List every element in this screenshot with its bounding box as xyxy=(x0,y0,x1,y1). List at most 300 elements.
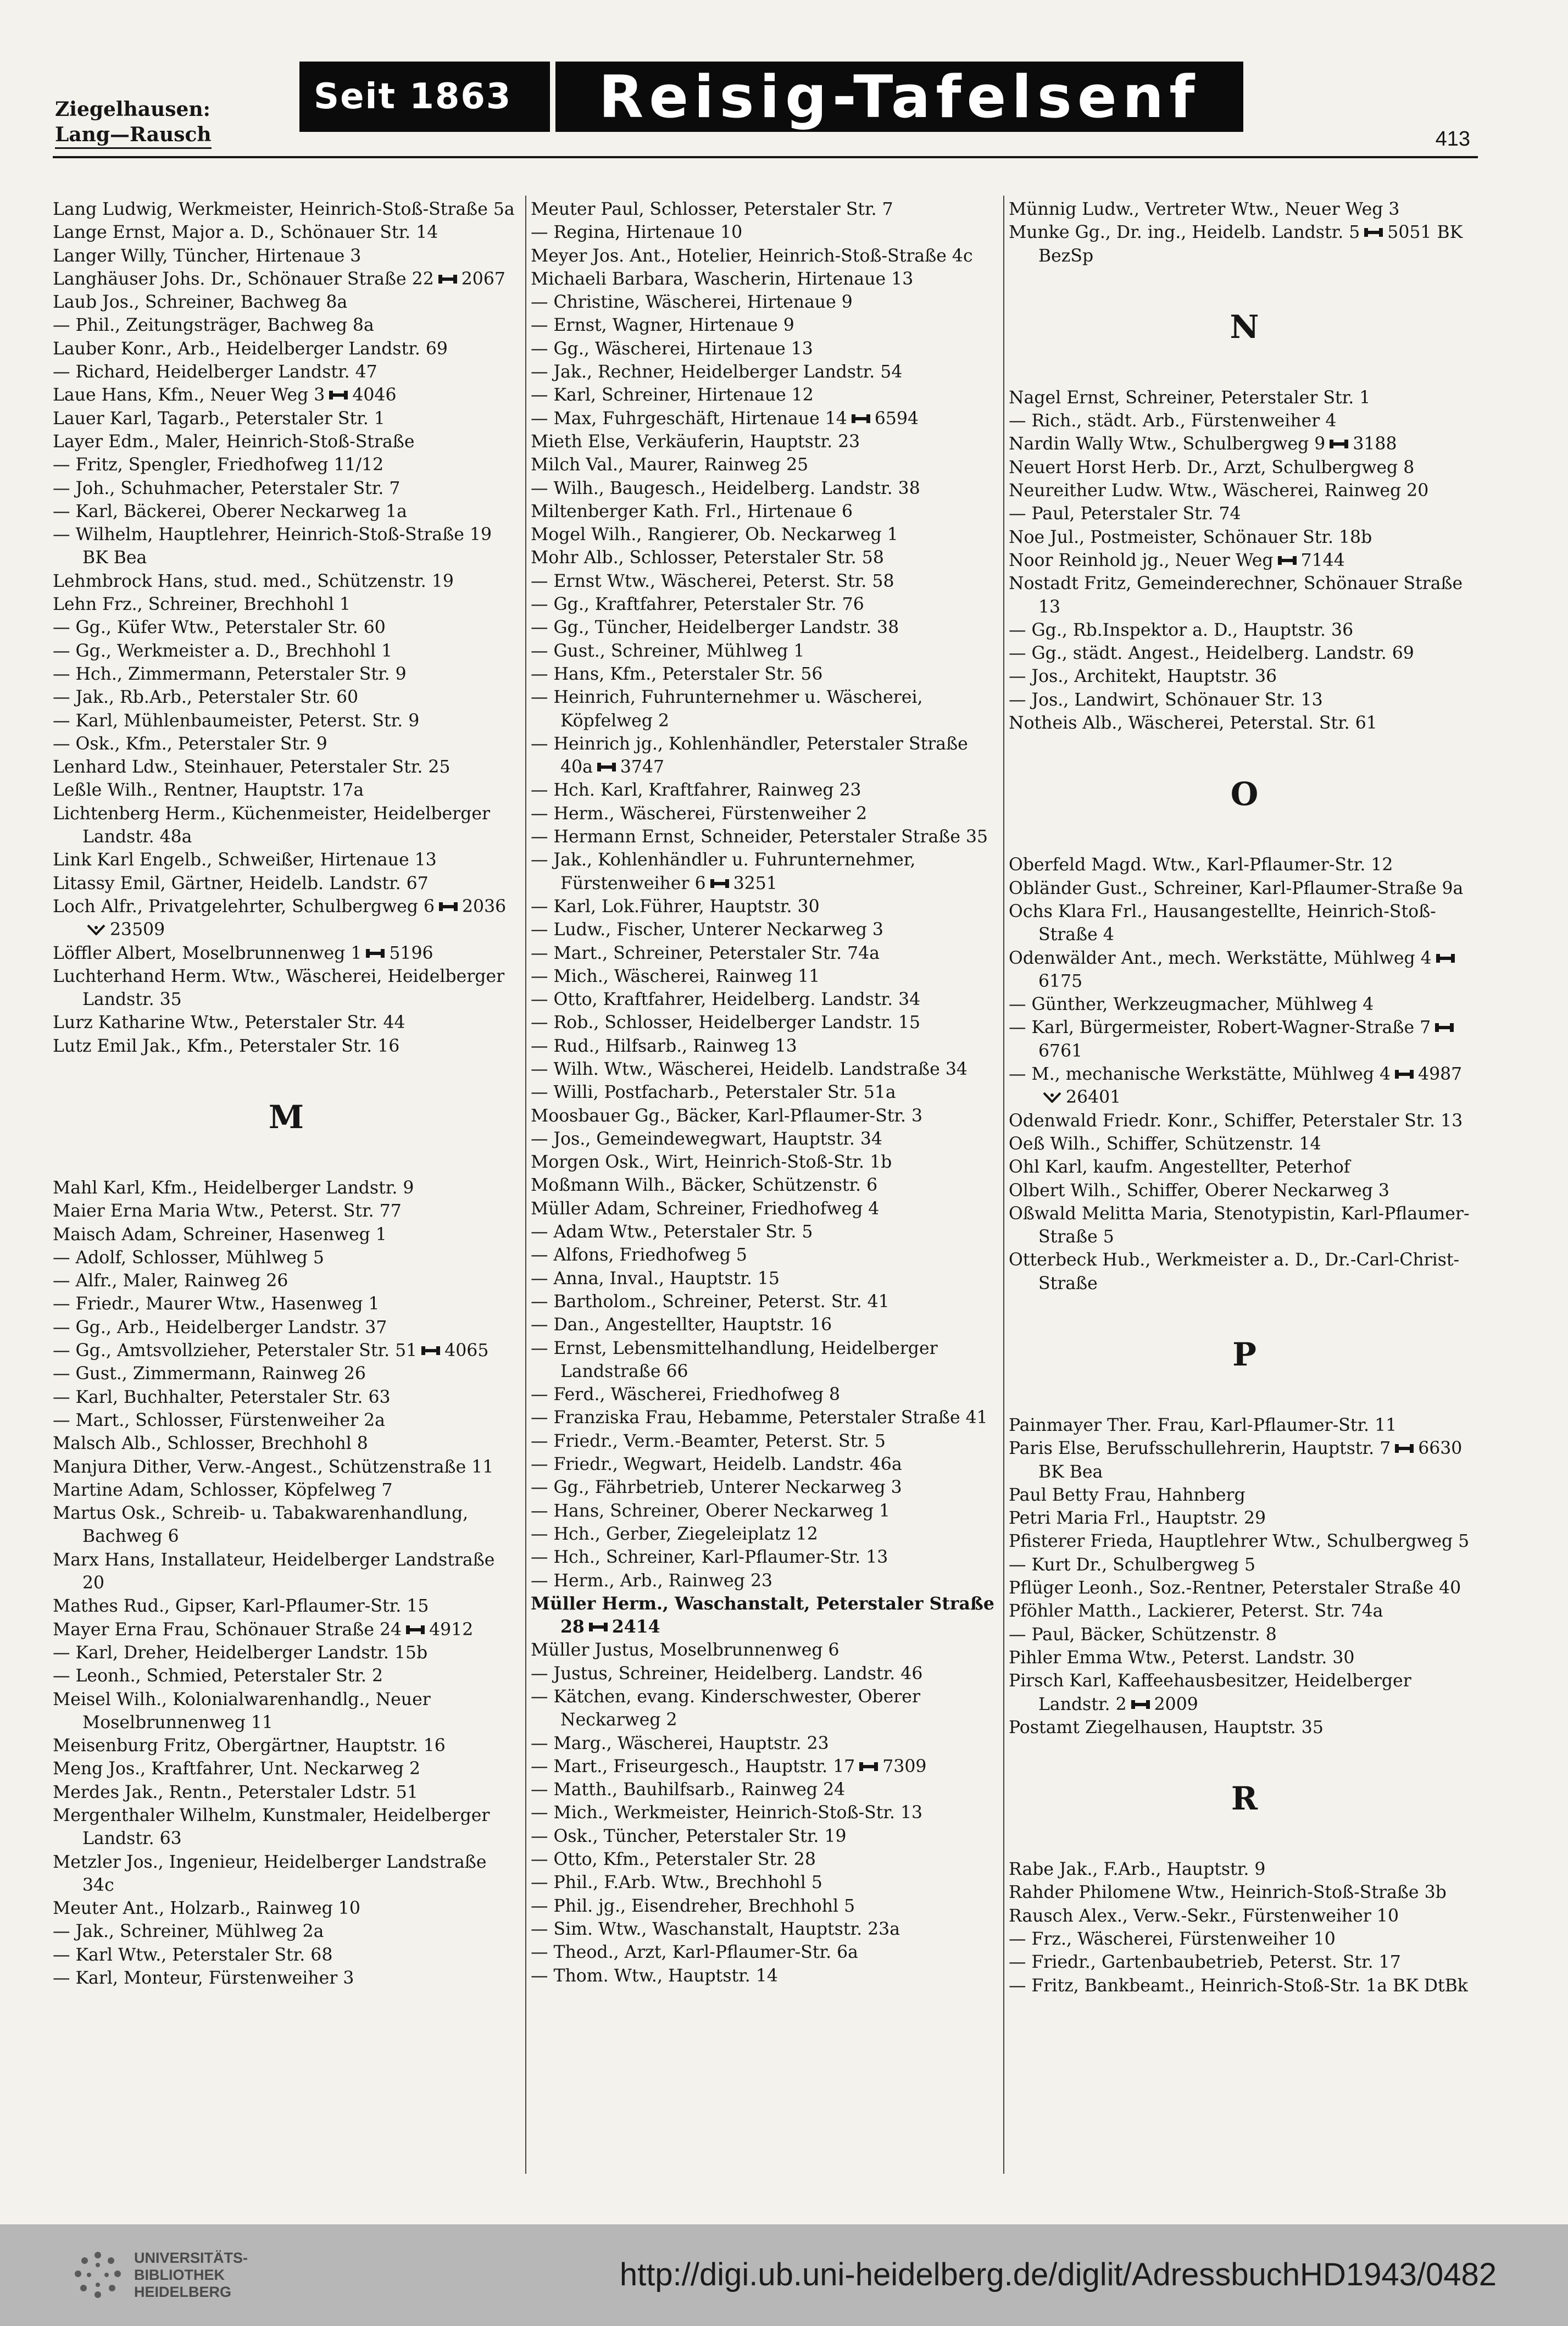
entry-text: Rausch Alex., Verw.-Sekr., Fürstenweiher 10 xyxy=(1009,1906,1399,1926)
entry-text: — Gg., Kraftfahrer, Peterstaler Str. 76 xyxy=(531,595,864,615)
entry-text: Ohl Karl, kaufm. Angestellter, Peterhof xyxy=(1009,1157,1350,1178)
directory-entry xyxy=(1009,1623,1480,1646)
entry-text: Munke Gg., Dr. ing., Heidelb. Landstr. 5 xyxy=(1009,223,1360,243)
entry-text: — Frz., Wäscherei, Fürstenweiher 10 xyxy=(1009,1929,1336,1950)
entry-text: — Friedr., Maurer Wtw., Hasenweg 1 xyxy=(53,1294,380,1314)
directory-entry xyxy=(531,500,998,523)
directory-entry xyxy=(531,1267,998,1290)
entry-text: Meuter Ant., Holzarb., Rainweg 10 xyxy=(53,1898,360,1919)
entry-text: Mergenthaler Wilhelm, Kunstmaler, Heidelberger Landstr. 63 xyxy=(53,1806,490,1849)
phone-number: 2067 xyxy=(461,269,505,289)
entry-text: — Rud., Hilfsarb., Rainweg 13 xyxy=(531,1036,797,1056)
entry-text: — Anna, Inval., Hauptstr. 15 xyxy=(531,1268,780,1289)
directory-entry xyxy=(1009,1414,1480,1437)
entry-text: — Fritz, Spengler, Friedhofweg 11/12 xyxy=(53,455,384,475)
directory-entry xyxy=(531,1964,998,1988)
entry-text: Odenwälder Ant., mech. Werkstätte, Mühlweg 4 xyxy=(1009,948,1432,968)
directory-entry xyxy=(531,965,998,988)
directory-entry xyxy=(531,1197,998,1220)
telephone-icon xyxy=(1395,1437,1414,1460)
entry-text: — Karl, Mühlenbaumeister, Peterst. Str. 9 xyxy=(53,710,420,731)
directory-entry xyxy=(1009,1951,1480,1974)
directory-entry xyxy=(531,523,998,546)
entry-text: — Matth., Bauhilfsarb., Rainweg 24 xyxy=(531,1780,846,1800)
directory-entry xyxy=(531,245,998,268)
directory-entry xyxy=(531,1337,998,1384)
entry-text: Pirsch Karl, Kaffeehausbesitzer, Heidelberger Landstr. 2 xyxy=(1009,1671,1411,1714)
entry-text: — Sim. Wtw., Waschanstalt, Hauptstr. 23a xyxy=(531,1919,900,1939)
directory-entry xyxy=(53,1316,520,1339)
directory-entry xyxy=(1009,1437,1480,1484)
telephone-icon xyxy=(439,895,458,918)
telephone-icon xyxy=(597,756,616,779)
entry-text: — Justus, Schreiner, Heidelberg. Landstr. 46 xyxy=(531,1663,923,1684)
directory-entry xyxy=(1009,993,1480,1016)
phone-number: 7309 xyxy=(882,1756,927,1777)
directory-entry xyxy=(53,477,520,500)
entry-text: — Mart., Friseurgesch., Hauptstr. 17 xyxy=(531,1756,855,1777)
page-number: 413 xyxy=(1435,127,1470,151)
directory-entry xyxy=(531,1500,998,1523)
entry-text: Notheis Alb., Wäscherei, Peterstal. Str. 61 xyxy=(1009,713,1377,734)
bank-account-note: BK DtBk xyxy=(1393,1975,1468,1996)
entry-text: Langhäuser Johs. Dr., Schönauer Straße 22 xyxy=(53,269,434,289)
entry-text: Laue Hans, Kfm., Neuer Weg 3 xyxy=(53,385,325,406)
directory-entry xyxy=(531,663,998,686)
directory-entry xyxy=(531,1104,998,1128)
entry-text: Lang Ludwig, Werkmeister, Heinrich-Stoß-Straße 5a xyxy=(53,199,515,219)
directory-entry xyxy=(53,848,520,871)
entry-text: Lutz Emil Jak., Kfm., Peterstaler Str. 16 xyxy=(53,1036,400,1056)
entry-text: — Otto, Kfm., Peterstaler Str. 28 xyxy=(531,1850,816,1870)
entry-text: Neureither Ludw. Wtw., Wäscherei, Rainweg 20 xyxy=(1009,481,1429,501)
entry-text: Obländer Gust., Schreiner, Karl-Pflaumer-Straße 9a xyxy=(1009,878,1464,898)
directory-entry xyxy=(53,360,520,384)
directory-entry xyxy=(531,1871,998,1894)
entry-text: — Karl, Dreher, Heidelberger Landstr. 15b xyxy=(53,1642,428,1663)
entry-text: — Dan., Angestellter, Hauptstr. 16 xyxy=(531,1315,832,1335)
directory-entry xyxy=(531,1430,998,1453)
phone-number: 6630 xyxy=(1418,1439,1463,1459)
directory-entry xyxy=(531,570,998,593)
entry-text: Ochs Klara Frl., Hausangestellte, Heinrich-Stoß-Straße 4 xyxy=(1009,901,1436,945)
directory-entry xyxy=(531,616,998,639)
entry-text: Nagel Ernst, Schreiner, Peterstaler Str. 1 xyxy=(1009,387,1371,408)
entry-text: Moßmann Wilh., Bäcker, Schützenstr. 6 xyxy=(531,1175,878,1196)
phone-number: 2414 xyxy=(611,1617,660,1637)
directory-entry xyxy=(531,1685,998,1732)
directory-entry xyxy=(531,1569,998,1592)
entry-text: — Ernst Wtw., Wäscherei, Peterst. Str. 58 xyxy=(531,571,894,591)
directory-entry xyxy=(1009,1484,1480,1507)
entries-column-2 xyxy=(531,198,998,1988)
entry-text: Löffler Albert, Moselbrunnenweg 1 xyxy=(53,943,362,963)
entry-text: Mohr Alb., Schlosser, Peterstaler Str. 58 xyxy=(531,548,884,568)
directory-entry xyxy=(531,1244,998,1267)
entry-text: Merdes Jak., Rentn., Peterstaler Ldstr. 51 xyxy=(53,1782,418,1802)
entry-text: — Wilh. Wtw., Wäscherei, Heidelb. Landstraße 34 xyxy=(531,1059,968,1079)
entry-text: — Karl, Lok.Führer, Hauptstr. 30 xyxy=(531,896,820,917)
telephone-icon xyxy=(1131,1693,1150,1716)
column-divider xyxy=(525,196,526,2174)
entry-text: Morgen Osk., Wirt, Heinrich-Stoß-Str. 1b xyxy=(531,1152,892,1173)
running-head-range: Lang—Rausch xyxy=(55,122,212,149)
directory-entry xyxy=(1009,1905,1480,1928)
telephone-icon xyxy=(1330,432,1348,456)
directory-entry xyxy=(53,1967,520,1990)
entry-text: — Max, Fuhrgeschäft, Hirtenaue 14 xyxy=(531,408,847,429)
entry-text: — Karl, Schreiner, Hirtenaue 12 xyxy=(531,385,814,406)
entry-text: — Osk., Tüncher, Peterstaler Str. 19 xyxy=(531,1826,847,1846)
entry-text: — Karl, Monteur, Fürstenweiher 3 xyxy=(53,1968,354,1989)
directory-entry xyxy=(53,779,520,802)
telephone-icon xyxy=(589,1616,608,1639)
entry-text: — Heinrich, Fuhrunternehmer u. Wäscherei, Köpfelweg 2 xyxy=(531,687,923,731)
directory-entry xyxy=(53,1011,520,1034)
directory-entry xyxy=(1009,1553,1480,1576)
entry-text: Mogel Wilh., Rangierer, Ob. Neckarweg 1 xyxy=(531,525,898,545)
entry-text: Layer Edm., Maler, Heinrich-Stoß-Straße xyxy=(53,431,415,452)
telephone-icon xyxy=(710,872,729,895)
entry-text: Maisch Adam, Schreiner, Hasenweg 1 xyxy=(53,1224,387,1245)
directory-entry xyxy=(1009,619,1480,642)
phone-number: 4065 xyxy=(444,1341,489,1361)
entry-text: Miltenberger Kath. Frl., Hirtenaue 6 xyxy=(531,501,853,521)
directory-entry xyxy=(531,1662,998,1685)
telephone-icon xyxy=(421,1339,440,1362)
entry-text: Milch Val., Maurer, Rainweg 25 xyxy=(531,455,809,475)
entry-text: Lichtenberg Herm., Küchenmeister, Heidelberger Landstr. 48a xyxy=(53,803,491,847)
entry-text: Meisel Wilh., Kolonialwarenhandlg., Neuer Moselbrunnenweg 11 xyxy=(53,1689,431,1733)
entry-text: Meyer Jos. Ant., Hotelier, Heinrich-Stoß-Straße 4c xyxy=(531,246,973,266)
directory-entry xyxy=(531,268,998,291)
entry-text: — Paul, Peterstaler Str. 74 xyxy=(1009,504,1241,524)
entry-text: Noor Reinhold jg., Neuer Weg xyxy=(1009,550,1274,570)
entry-text: Meisenburg Fritz, Obergärtner, Hauptstr. 16 xyxy=(53,1736,446,1756)
entry-text: — Joh., Schuhmacher, Peterstaler Str. 7 xyxy=(53,478,401,498)
directory-entry xyxy=(53,314,520,337)
entry-text: — M., mechanische Werkstätte, Mühlweg 4 xyxy=(1009,1064,1391,1085)
entry-text: Metzler Jos., Ingenieur, Heidelberger Landstraße 34c xyxy=(53,1852,487,1895)
directory-entry xyxy=(531,1151,998,1174)
directory-entry xyxy=(1009,479,1480,502)
directory-entry xyxy=(1009,198,1480,221)
directory-entry xyxy=(531,1523,998,1546)
entry-text: Paul Betty Frau, Hahnberg xyxy=(1009,1485,1245,1505)
phone-number: 4987 xyxy=(1418,1064,1463,1085)
entry-text: — Hans, Kfm., Peterstaler Str. 56 xyxy=(531,664,823,684)
directory-entry xyxy=(531,988,998,1011)
entry-text: Langer Willy, Tüncher, Hirtenaue 3 xyxy=(53,246,362,266)
telephone-icon xyxy=(1436,947,1455,970)
entry-text: Neuert Horst Herb. Dr., Arzt, Schulbergweg 8 xyxy=(1009,457,1415,478)
directory-entry xyxy=(53,802,520,849)
directory-entry xyxy=(53,1432,520,1455)
phone-number: 2036 xyxy=(462,896,507,917)
directory-entry xyxy=(53,1200,520,1223)
directory-entry xyxy=(531,1174,998,1197)
directory-entry xyxy=(53,1664,520,1687)
entry-text: — Gg., Wäscherei, Hirtenaue 13 xyxy=(531,338,813,359)
directory-entry xyxy=(531,1453,998,1476)
directory-entry xyxy=(531,1058,998,1081)
directory-entry xyxy=(53,337,520,360)
entry-text: — Gg., Tüncher, Heidelberger Landstr. 38 xyxy=(531,618,899,638)
entry-text: Münnig Ludw., Vertreter Wtw., Neuer Weg 3 xyxy=(1009,199,1400,219)
entry-text: Müller Herm., Waschanstalt, Peterstaler Straße 28 xyxy=(531,1593,994,1637)
entry-text: — Richard, Heidelberger Landstr. 47 xyxy=(53,362,377,382)
entry-text: Lehmbrock Hans, stud. med., Schützenstr. 19 xyxy=(53,571,454,591)
entry-text: Laub Jos., Schreiner, Bachweg 8a xyxy=(53,292,348,313)
directory-entry xyxy=(53,1479,520,1502)
entry-text: — Ludw., Fischer, Unterer Neckarweg 3 xyxy=(531,920,883,940)
directory-entry xyxy=(53,1757,520,1780)
header-rule xyxy=(53,156,1478,158)
directory-entry xyxy=(53,500,520,523)
entry-text: — Gg., Fährbetrieb, Unterer Neckarweg 3 xyxy=(531,1478,902,1498)
entry-text: Painmayer Ther. Frau, Karl-Pflaumer-Str. 11 xyxy=(1009,1415,1397,1435)
directory-entry xyxy=(53,1339,520,1362)
entry-text: Martine Adam, Schlosser, Köpfelweg 7 xyxy=(53,1480,393,1500)
entry-text: — Gg., Arb., Heidelberger Landstr. 37 xyxy=(53,1317,387,1337)
directory-entry xyxy=(1009,1109,1480,1133)
telegraph-number: 26401 xyxy=(1066,1087,1121,1108)
entry-text: Pföhler Matth., Lackierer, Peterst. Str. 74a xyxy=(1009,1601,1383,1622)
entry-text: — Ferd., Wäscherei, Friedhofweg 8 xyxy=(531,1385,841,1405)
entry-text: Lurz Katharine Wtw., Peterstaler Str. 44 xyxy=(53,1013,405,1033)
directory-entry xyxy=(531,1848,998,1871)
entry-text: — Leonh., Schmied, Peterstaler Str. 2 xyxy=(53,1666,383,1686)
directory-entry xyxy=(531,1081,998,1104)
directory-entry xyxy=(53,1641,520,1664)
entry-text: — Heinrich jg., Kohlenhändler, Peterstaler Straße 40a xyxy=(531,734,968,778)
directory-entry xyxy=(53,1897,520,1920)
directory-entry xyxy=(1009,1202,1480,1249)
telephone-icon xyxy=(1278,549,1297,572)
ad-since-label: Seit 1863 xyxy=(314,76,512,117)
directory-entry xyxy=(1009,1248,1480,1295)
telephone-icon xyxy=(859,1755,878,1778)
entry-text: — Hch. Karl, Kraftfahrer, Rainweg 23 xyxy=(531,780,861,801)
directory-entry xyxy=(53,686,520,709)
directory-entry xyxy=(53,430,520,453)
entry-text: Müller Adam, Schreiner, Friedhofweg 4 xyxy=(531,1198,880,1219)
directory-entry xyxy=(53,453,520,476)
phone-number: 5196 xyxy=(389,943,433,963)
entry-text: — Marg., Wäscherei, Hauptstr. 23 xyxy=(531,1733,829,1753)
directory-entry xyxy=(53,523,520,570)
entry-text: Lange Ernst, Major a. D., Schönauer Str. 14 xyxy=(53,223,438,243)
entry-text: — Adam Wtw., Peterstaler Str. 5 xyxy=(531,1222,813,1242)
directory-entry xyxy=(53,732,520,756)
entry-text: Moosbauer Gg., Bäcker, Karl-Pflaumer-Str. 3 xyxy=(531,1106,923,1126)
directory-entry xyxy=(531,1383,998,1406)
entry-text: Postamt Ziegelhausen, Hauptstr. 35 xyxy=(1009,1717,1324,1737)
directory-entry xyxy=(531,1895,998,1918)
section-letter-heading: O xyxy=(1230,775,1259,813)
entry-text: — Friedr., Gartenbaubetrieb, Peterst. Str. 17 xyxy=(1009,1952,1401,1973)
entry-text: — Mart., Schlosser, Fürstenweiher 2a xyxy=(53,1410,385,1430)
directory-entry xyxy=(531,779,998,802)
entry-text: Olbert Wilh., Schiffer, Oberer Neckarweg 3 xyxy=(1009,1180,1389,1201)
directory-entry xyxy=(531,1801,998,1824)
directory-entry xyxy=(53,221,520,244)
entry-text: Martus Osk., Schreib- u. Tabakwarenhandlung, Bachweg 6 xyxy=(53,1503,469,1547)
entry-text: Lauber Konr., Arb., Heidelberger Landstr. 69 xyxy=(53,338,448,359)
directory-entry xyxy=(53,942,520,965)
entry-text: Nostadt Fritz, Gemeinderechner, Schönauer Straße 13 xyxy=(1009,574,1463,617)
directory-entry xyxy=(531,732,998,779)
directory-entry xyxy=(53,384,520,407)
entry-text: — Paul, Bäcker, Schützenstr. 8 xyxy=(1009,1624,1277,1645)
entry-text: — Hermann Ernst, Schneider, Peterstaler Straße 35 xyxy=(531,827,988,847)
source-url-link[interactable]: http://digi.ub.uni-heidelberg.de/diglit/AdressbuchHD1943/0482 xyxy=(619,2257,1497,2292)
directory-entry xyxy=(531,942,998,965)
entry-text: Pihler Emma Wtw., Peterst. Landstr. 30 xyxy=(1009,1647,1355,1668)
entry-text: — Fritz, Bankbeamt., Heinrich-Stoß-Str. 1a xyxy=(1009,1975,1387,1996)
telegraph-icon xyxy=(87,918,105,941)
directory-entry xyxy=(531,1732,998,1755)
entry-text: Meuter Paul, Schlosser, Peterstaler Str. 7 xyxy=(531,199,893,219)
entry-text: — Gust., Zimmermann, Rainweg 26 xyxy=(53,1364,366,1384)
entry-text: Marx Hans, Installateur, Heidelberger Landstraße 20 xyxy=(53,1550,495,1594)
entries-column-1 xyxy=(53,198,520,1990)
entry-text: — Hch., Gerber, Ziegeleiplatz 12 xyxy=(531,1524,818,1544)
directory-entry xyxy=(531,477,998,500)
bank-account-note: BK BezSp xyxy=(1038,223,1463,266)
entry-text: Michaeli Barbara, Wascherin, Hirtenaue 13 xyxy=(531,269,914,289)
entry-text: — Mich., Werkmeister, Heinrich-Stoß-Str. 13 xyxy=(531,1803,923,1823)
directory-entry xyxy=(531,686,998,732)
directory-entry xyxy=(1009,456,1480,479)
directory-entry xyxy=(53,1944,520,1967)
directory-entry xyxy=(1009,712,1480,735)
directory-entry xyxy=(53,1292,520,1315)
directory-entry xyxy=(53,570,520,593)
directory-entry xyxy=(531,895,998,918)
entry-text: — Jos., Gemeindewegwart, Hauptstr. 34 xyxy=(531,1129,882,1149)
telephone-icon xyxy=(1395,1063,1414,1086)
entry-text: — Thom. Wtw., Hauptstr. 14 xyxy=(531,1966,778,1986)
entry-text: — Regina, Hirtenaue 10 xyxy=(531,223,743,243)
entry-text: Lauer Karl, Tagarb., Peterstaler Str. 1 xyxy=(53,408,385,429)
directory-entry xyxy=(53,709,520,732)
directory-entry xyxy=(531,593,998,616)
entry-text: — Christine, Wäscherei, Hirtenaue 9 xyxy=(531,292,853,313)
entry-text: Litassy Emil, Gärtner, Heidelb. Landstr. 67 xyxy=(53,873,429,893)
entry-text: Lehn Frz., Schreiner, Brechhohl 1 xyxy=(53,595,351,615)
directory-entry xyxy=(1009,1881,1480,1904)
entry-text: Manjura Dither, Verw.-Angest., Schützenstraße 11 xyxy=(53,1457,494,1477)
directory-entry xyxy=(531,337,998,360)
entry-text: — Phil., Zeitungsträger, Bachweg 8a xyxy=(53,315,374,336)
university-library-name xyxy=(134,2250,248,2301)
section-letter-heading: P xyxy=(1232,1335,1256,1373)
telephone-icon xyxy=(438,268,457,291)
directory-entry xyxy=(53,872,520,895)
directory-entry xyxy=(53,616,520,639)
directory-entry xyxy=(53,1688,520,1735)
directory-entry xyxy=(1009,1016,1480,1063)
entry-text: — Wilh., Baugesch., Heidelberg. Landstr. 38 xyxy=(531,478,920,498)
entry-text: Mahl Karl, Kfm., Heidelberger Landstr. 9 xyxy=(53,1178,414,1198)
phone-number: 3251 xyxy=(733,873,777,893)
directory-entry xyxy=(1009,1974,1480,1997)
directory-entry xyxy=(1009,1576,1480,1600)
phone-number: 6175 xyxy=(1038,971,1083,991)
directory-entry xyxy=(53,407,520,430)
telegraph-number: 23509 xyxy=(110,920,165,940)
telegraph-icon xyxy=(1043,1086,1061,1109)
directory-entry xyxy=(531,291,998,314)
entry-text: Oeß Wilh., Schiffer, Schützenstr. 14 xyxy=(1009,1134,1321,1154)
directory-entry xyxy=(1009,1530,1480,1553)
directory-entry xyxy=(53,1618,520,1641)
directory-entry xyxy=(531,1011,998,1034)
entry-text: — Kätchen, evang. Kinderschwester, Oberer Neckarweg 2 xyxy=(531,1687,920,1730)
entry-text: Odenwald Friedr. Konr., Schiffer, Peterstaler Str. 13 xyxy=(1009,1111,1463,1131)
entry-text: — Wilhelm, Hauptlehrer, Heinrich-Stoß-Straße 19 BK Bea xyxy=(53,525,492,568)
directory-entry xyxy=(531,848,998,895)
entries-column-3 xyxy=(1009,198,1480,1997)
directory-entry xyxy=(531,453,998,476)
entry-text: — Mich., Wäscherei, Rainweg 11 xyxy=(531,966,820,986)
phone-number: 4912 xyxy=(429,1619,474,1640)
entry-text: Meng Jos., Kraftfahrer, Unt. Neckarweg 2 xyxy=(53,1759,421,1779)
entry-text: Rabe Jak., F.Arb., Hauptstr. 9 xyxy=(1009,1859,1266,1880)
entry-text: — Friedr., Verm.-Beamter, Peterst. Str. 5 xyxy=(531,1431,886,1451)
telephone-icon xyxy=(329,384,348,407)
entry-text: Malsch Alb., Schlosser, Brechhohl 8 xyxy=(53,1434,368,1454)
entry-text: — Mart., Schreiner, Peterstaler Str. 74a xyxy=(531,943,880,963)
directory-entry xyxy=(531,1313,998,1336)
directory-entry xyxy=(1009,502,1480,525)
running-head-place: Ziegelhausen: xyxy=(55,98,210,121)
directory-entry xyxy=(1009,642,1480,665)
entry-text: — Gg., Amtsvollzieher, Peterstaler Str. 51 xyxy=(53,1341,418,1361)
directory-entry xyxy=(531,1290,998,1313)
directory-entry xyxy=(531,1128,998,1151)
entry-text: — Alfons, Friedhofweg 5 xyxy=(531,1245,747,1265)
entry-text: — Jos., Landwirt, Schönauer Str. 13 xyxy=(1009,690,1323,710)
directory-entry xyxy=(531,314,998,337)
directory-entry xyxy=(531,384,998,407)
directory-entry xyxy=(1009,1858,1480,1881)
entry-text: — Gg., städt. Angest., Heidelberg. Landstr. 69 xyxy=(1009,643,1414,664)
directory-entry xyxy=(531,1639,998,1662)
phone-number: 5051 xyxy=(1387,223,1432,243)
entry-text: Petri Maria Frl., Hauptstr. 29 xyxy=(1009,1508,1266,1529)
directory-entry xyxy=(53,1595,520,1618)
entry-text: — Gg., Rb.Inspektor a. D., Hauptstr. 36 xyxy=(1009,620,1354,640)
entry-text: Rahder Philomene Wtw., Heinrich-Stoß-Straße 3b xyxy=(1009,1883,1447,1903)
directory-entry xyxy=(531,198,998,221)
directory-entry xyxy=(531,407,998,430)
directory-entry xyxy=(53,1781,520,1804)
directory-entry xyxy=(53,756,520,779)
entry-text: — Günther, Werkzeugmacher, Mühlweg 4 xyxy=(1009,995,1374,1015)
directory-entry xyxy=(531,1220,998,1244)
running-head xyxy=(55,97,212,149)
directory-entry xyxy=(531,1825,998,1848)
directory-entry xyxy=(53,1734,520,1757)
directory-entry xyxy=(1009,572,1480,619)
directory-entry xyxy=(531,1035,998,1058)
entry-text: Noe Jul., Postmeister, Schönauer Str. 18b xyxy=(1009,527,1372,547)
entry-text: — Jak., Rechner, Heidelberger Landstr. 54 xyxy=(531,362,903,382)
directory-entry xyxy=(53,1851,520,1897)
section-letter-heading: R xyxy=(1231,1780,1258,1818)
